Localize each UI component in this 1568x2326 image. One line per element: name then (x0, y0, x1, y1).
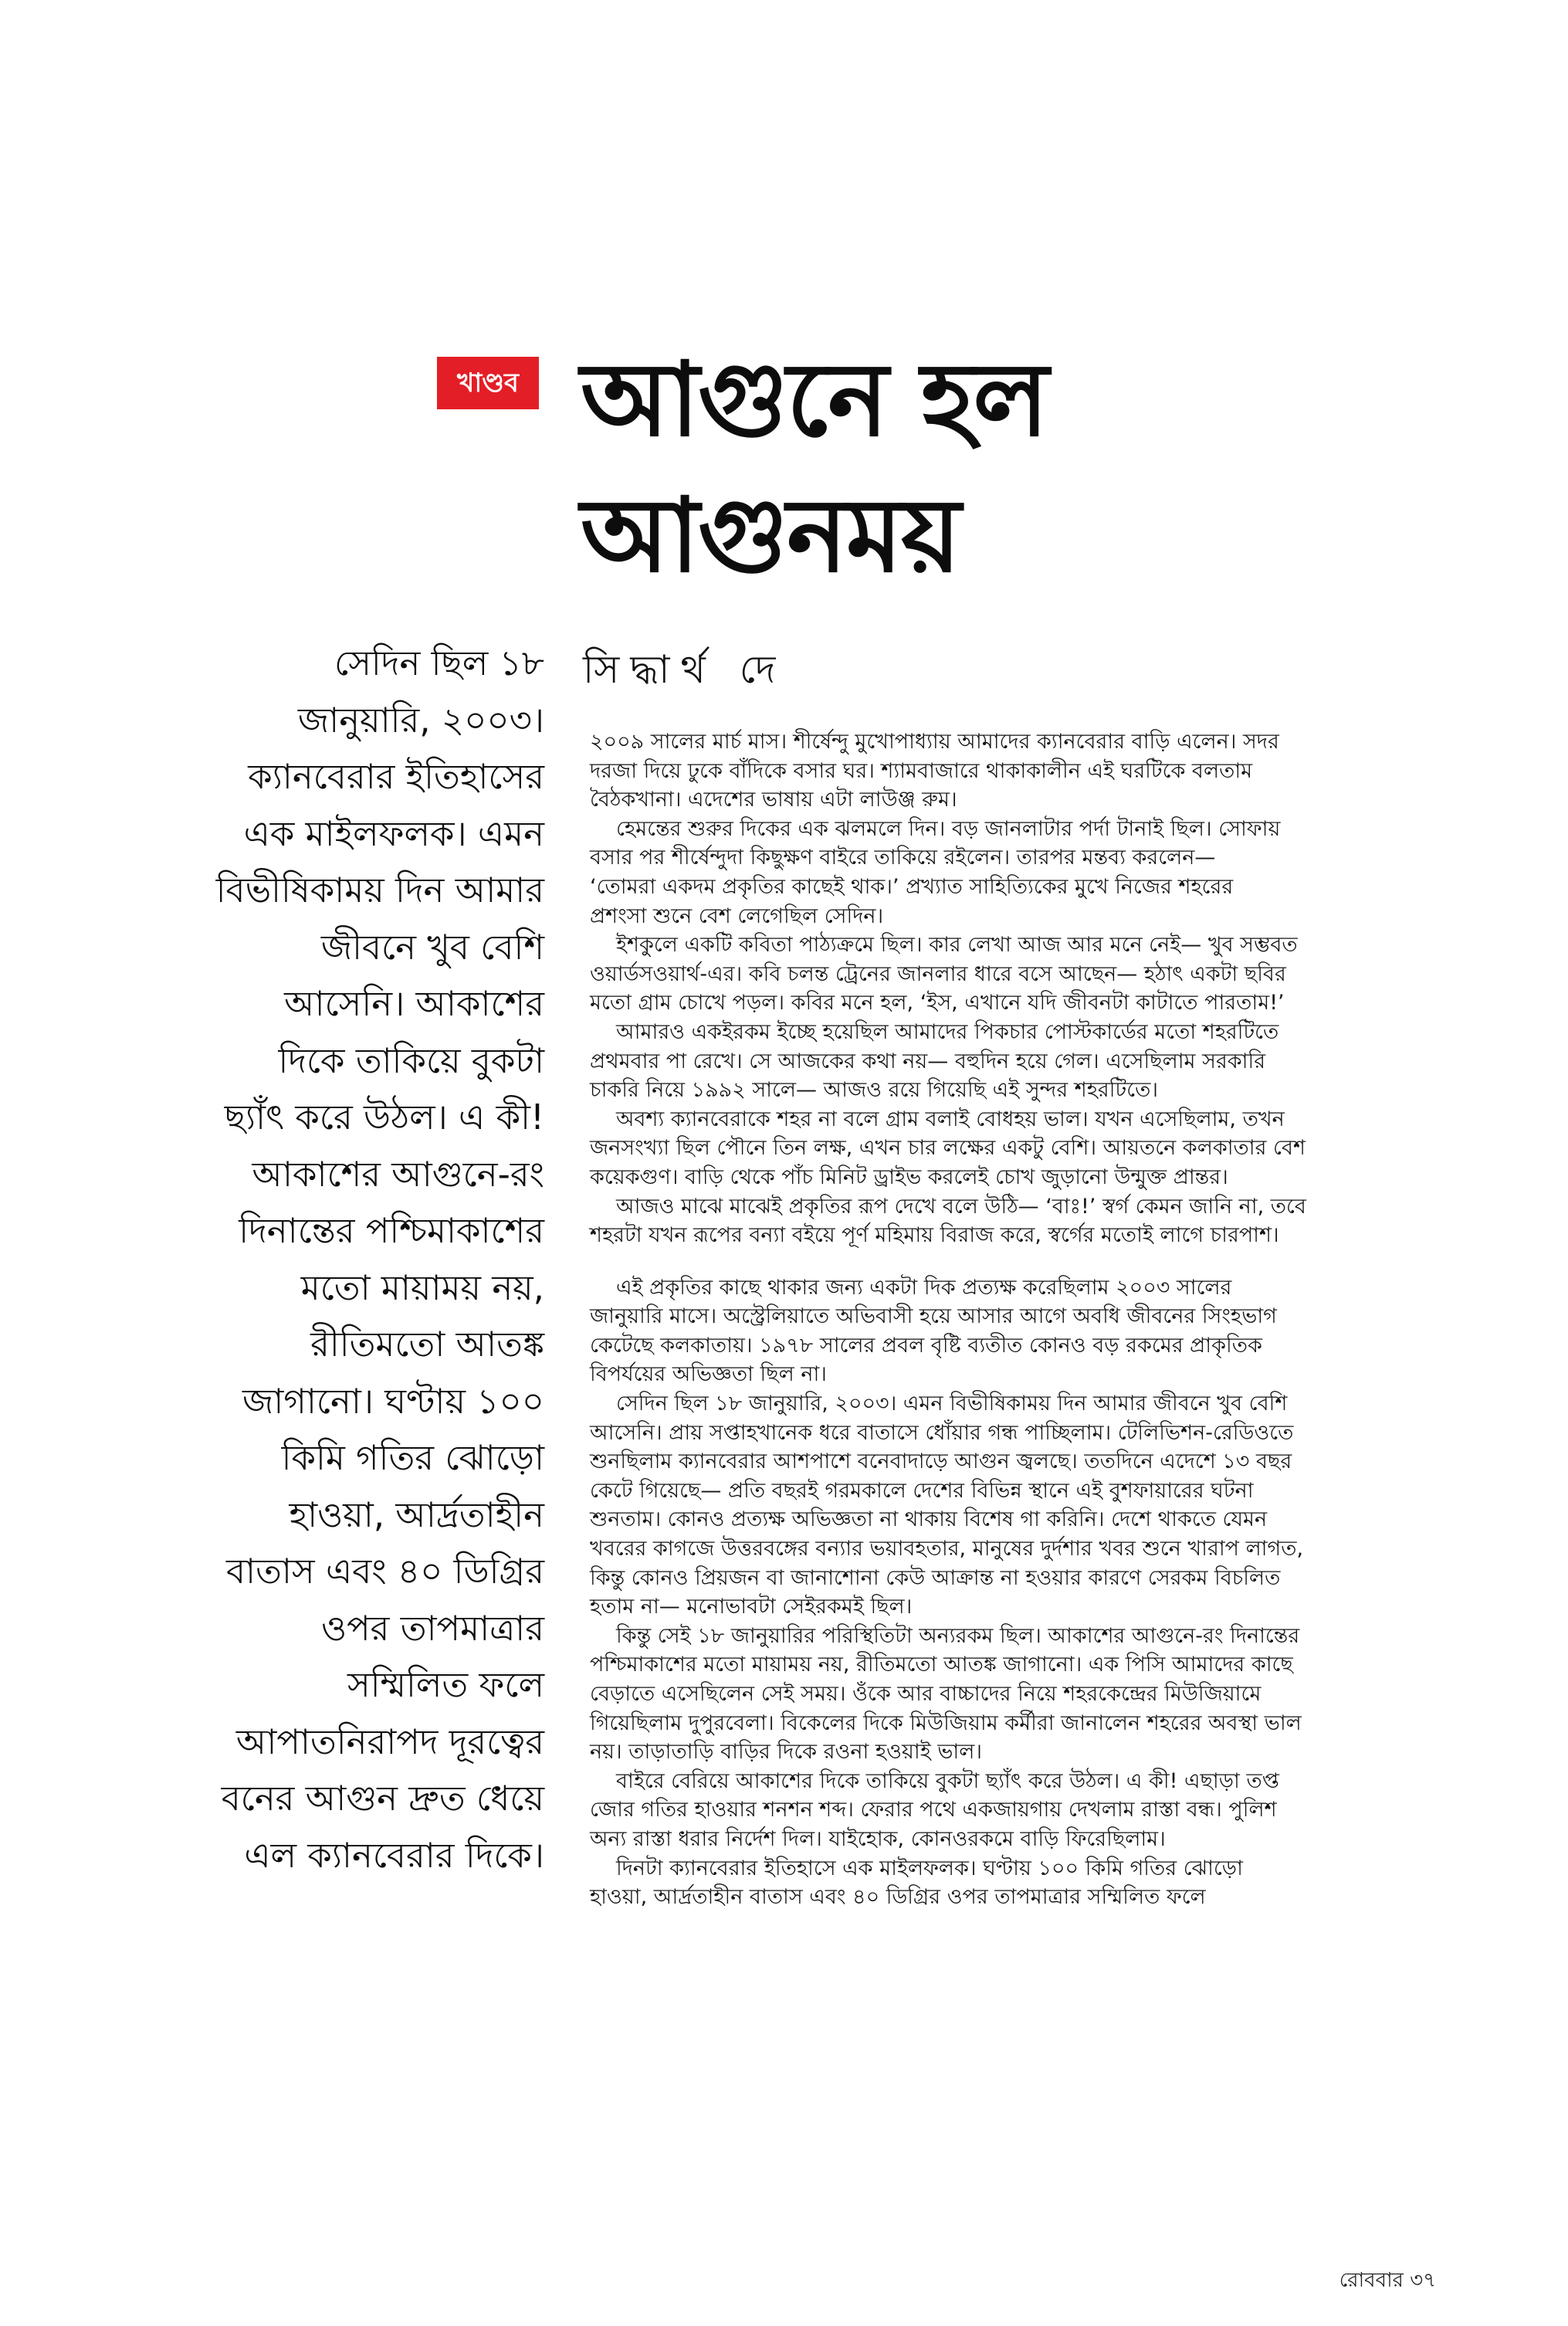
body-line: সেদিন ছিল ১৮ জানুয়ারি, ২০০৩। এমন বিভীষিকাময় দিন আমার জীবনে খুব বেশি (616, 1392, 1288, 1416)
pull-quote-line: ছ্যাঁৎ করে উঠল। এ কী! (224, 1097, 544, 1138)
pull-quote-line: বনের আগুন দ্রুত ধেয়ে (221, 1778, 544, 1819)
body-line: আমারও একইরকম ইচ্ছে হয়েছিল আমাদের পিকচার পোস্টকার্ডের মতো শহরটিতে (616, 1019, 1279, 1044)
body-line: ২০০৯ সালের মার্চ মাস। শীর্ষেন্দু মুখোপাধ্যায় আমাদের ক্যানবেরার বাড়ি এলেন। সদর (590, 730, 1279, 754)
body-paragraph (590, 1105, 1424, 1192)
body-line: বাইরে বেরিয়ে আকাশের দিকে তাকিয়ে বুকটা ছ্যাঁৎ করে উঠল। এ কী! এছাড়া তপ্ত (616, 1768, 1279, 1793)
body-line: আজও মাঝে মাঝেই প্রকৃতির রূপ দেখে বলে উঠি— ‘বাঃ!’ স্বর্গ কেমন জানি না, তবে (616, 1194, 1306, 1219)
article-body (590, 727, 1424, 1912)
body-line: শুনছিলাম ক্যানবেরার আশপাশে বনেবাদাড়ে আগুন জ্বলছে। ততদিনে এদেশে ১৩ বছর (590, 1450, 1292, 1474)
body-line: হাওয়া, আর্দ্রতাহীন বাতাস এবং ৪০ ডিগ্রির ওপর তাপমাত্রার সম্মিলিত ফলে (590, 1885, 1206, 1910)
pull-quote-line: এক মাইলফলক। এমন (243, 812, 544, 854)
pull-quote-line: হাওয়া, আর্দ্রতাহীন (289, 1494, 544, 1535)
body-paragraph (590, 1273, 1424, 1389)
pull-quote-line: আপাতনিরাপদ দূরত্বের (235, 1721, 544, 1762)
body-paragraph (590, 1018, 1424, 1105)
body-paragraph (590, 1854, 1424, 1912)
body-line: শুনতাম। কোনও প্রত্যক্ষ অভিজ্ঞতা না থাকায় বিশেষ গা করিনি। দেশে থাকতে যেমন (590, 1507, 1268, 1532)
body-paragraph (590, 815, 1424, 931)
pull-quote-line: আকাশের আগুনে-রং (252, 1153, 544, 1195)
headline-line-1: আগুনে হল (581, 341, 1048, 459)
pull-quote-line: দিনান্তের পশ্চিমাকাশের (239, 1210, 544, 1251)
pull-quote-line: ওপর তাপমাত্রার (321, 1607, 544, 1649)
body-line: কিন্তু সেই ১৮ জানুয়ারির পরিস্থিতিটা অন্যরকম ছিল। আকাশের আগুনে-রং দিনান্তের (616, 1623, 1300, 1648)
pull-quote-line: ক্যানবেরার ইতিহাসের (248, 756, 544, 797)
pull-quote-line: দিকে তাকিয়ে বুকটা (278, 1039, 544, 1081)
pull-quote-line: কিমি গতির ঝোড়ো (281, 1437, 544, 1478)
section-tag: খাণ্ডব (437, 357, 539, 409)
body-line: গিয়েছিলাম দুপুরবেলা। বিকেলের দিকে মিউজিয়াম কর্মীরা জানালেন শহরের অবস্থা ভাল (590, 1711, 1302, 1735)
pull-quote-line: রীতিমতো আতঙ্ক (310, 1324, 544, 1365)
body-line: বৈঠকখানা। এদেশের ভাষায় এটা লাউঞ্জ রুম। (590, 788, 957, 812)
pull-quote-line: জাগানো। ঘণ্টায় ১০০ (242, 1380, 544, 1422)
body-line: বিপর্যয়ের অভিজ্ঞতা ছিল না। (590, 1362, 827, 1387)
pull-quote-line: জীবনে খুব বেশি (320, 926, 544, 968)
page-folio: রোববার ৩৭ (1339, 2269, 1436, 2292)
body-line: নয়। তাড়াতাড়ি বাড়ির দিকে রওনা হওয়াই ভাল। (590, 1740, 983, 1765)
body-line: জোর গতির হাওয়ার শনশন শব্দ। ফেরার পথে একজায়গায় দেখলাম রাস্তা বন্ধ। পুলিশ (590, 1798, 1277, 1822)
headline-line-2: আগুনময় (581, 476, 960, 595)
body-line: হতাম না— মনোভাবটা সেইরকমই ছিল। (590, 1595, 913, 1619)
body-line: জনসংখ্যা ছিল পৌনে তিন লক্ষ, এখন চার লক্ষের একটু বেশি। আয়তনে কলকাতার বেশ (590, 1136, 1306, 1161)
pull-quote-line: সম্মিলিত ফলে (347, 1664, 544, 1705)
body-line: বসার পর শীর্ষেন্দুদা কিছুক্ষণ বাইরে তাকিয়ে রইলেন। তারপর মন্তব্য করলেন— (590, 846, 1216, 870)
body-line: কেটে গিয়েছে— প্রতি বছরই গরমকালে দেশের বিভিন্ন স্থানে এই বুশফায়ারের ঘটনা (590, 1478, 1254, 1503)
pull-quote (154, 635, 544, 1884)
pull-quote-line: বিভীষিকাময় দিন আমার (215, 870, 544, 910)
body-paragraph (590, 1389, 1424, 1622)
body-line: ইশকুলে একটি কবিতা পাঠ্যক্রমে ছিল। কার লেখা আজ আর মনে নেই— খুব সম্ভবত (616, 933, 1298, 958)
body-line: প্রশংসা শুনে বেশ লেগেছিল সেদিন। (590, 904, 884, 928)
body-line: কেটেছে কলকাতায়। ১৯৭৮ সালের প্রবল বৃষ্টি ব্যতীত কোনও বড় রকমের প্রাকৃতিক (590, 1333, 1262, 1358)
body-line: কিন্তু কোনও প্রিয়জন বা জানাশোনা কেউ আক্রান্ত না হওয়ার কারণে সেরকম বিচলিত (590, 1565, 1281, 1590)
body-line: খবরের কাগজে উত্তরবঙ্গের বন্যার ভয়াবহতার, মানুষের দুর্দশার খবর শুনে খারাপ লাগত, (590, 1537, 1304, 1561)
body-line: মতো গ্রাম চোখে পড়ল। কবির মনে হল, ‘ইস, এখানে যদি জীবনটা কাটাতে পারতাম!’ (590, 991, 1285, 1016)
body-line: পশ্চিমাকাশের মতো মায়াময় নয়, রীতিমতো আতঙ্ক জাগানো। এক পিসি আমাদের কাছে (590, 1653, 1293, 1677)
pull-quote-line: বাতাস এবং ৪০ ডিগ্রির (226, 1551, 544, 1592)
body-paragraph (590, 727, 1424, 815)
body-line: ‘তোমরা একদম প্রকৃতির কাছেই থাক।’ প্রখ্যাত সাহিত্যিকের মুখে নিজের শহরের (590, 874, 1234, 899)
pull-quote-line: জানুয়ারি, ২০০৩। (297, 699, 544, 741)
body-line: এই প্রকৃতির কাছে থাকার জন্য একটা দিক প্রত্যক্ষ করেছিলাম ২০০৩ সালের (616, 1275, 1232, 1300)
body-line: বেড়াতে এসেছিলেন সেই সময়। ওঁকে আর বাচ্চাদের নিয়ে শহরকেন্দ্রের মিউজিয়ামে (590, 1682, 1262, 1706)
body-paragraph (590, 1767, 1424, 1854)
body-line: প্রথমবার পা রেখে। সে আজকের কথা নয়— বহুদিন হয়ে গেল। এসেছিলাম সরকারি (590, 1049, 1266, 1073)
body-line: অবশ্য ক্যানবেরাকে শহর না বলে গ্রাম বলাই বোধহয় ভাল। যখন এসেছিলাম, তখন (616, 1107, 1285, 1131)
pull-quote-line: সেদিন ছিল ১৮ (334, 643, 544, 683)
body-line: দিনটা ক্যানবেরার ইতিহাসে এক মাইলফলক। ঘণ্টায় ১০০ কিমি গতির ঝোড়ো (616, 1856, 1243, 1880)
body-line: জানুয়ারি মাসে। অস্ট্রেলিয়াতে অভিবাসী হয়ে আসার আগে অবধি জীবনের সিংহভাগ (590, 1304, 1277, 1329)
pull-quote-line: এল ক্যানবেরার দিকে। (244, 1834, 544, 1876)
author-byline: সিদ্ধার্থ দে (583, 647, 787, 692)
headline (581, 332, 1507, 604)
body-line: চাকরি নিয়ে ১৯৯২ সালে— আজও রয়ে গিয়েছি এই সুন্দর শহরটিতে। (590, 1078, 1158, 1103)
body-paragraph (590, 931, 1424, 1018)
pull-quote-line: মতো মায়াময় নয়, (300, 1266, 544, 1308)
pull-quote-line: আসেনি। আকাশের (284, 983, 544, 1024)
body-line: ওয়ার্ডসওয়ার্থ-এর। কবি চলন্ত ট্রেনের জানলার ধারে বসে আছেন— হঠাৎ একটা ছবির (590, 961, 1286, 986)
body-line: হেমন্তের শুরুর দিকের এক ঝলমলে দিন। বড় জানলাটার পর্দা টানাই ছিল। সোফায় (616, 816, 1281, 841)
body-line: শহরটা যখন রূপের বন্যা বইয়ে পূর্ণ মহিমায় বিরাজ করে, স্বর্গের মতোই লাগে চারপাশ। (590, 1223, 1279, 1248)
body-paragraph (590, 1192, 1424, 1250)
body-line: অন্য রাস্তা ধরার নির্দেশ দিল। যাইহোক, কোনওরকমে বাড়ি ফিরেছিলাম। (590, 1826, 1166, 1851)
body-line: আসেনি। প্রায় সপ্তাহখানেক ধরে বাতাসে ধোঁয়ার গন্ধ পাচ্ছিলাম। টেলিভিশন-রেডিওতে (590, 1420, 1294, 1445)
section-gap (590, 1250, 1424, 1273)
body-line: কয়েকগুণ। বাড়ি থেকে পাঁচ মিনিট ড্রাইভ করলেই চোখ জুড়ানো উন্মুক্ত প্রান্তর। (590, 1165, 1228, 1189)
body-line: দরজা দিয়ে ঢুকে বাঁদিকে বসার ঘর। শ্যামবাজারে থাকাকালীন এই ঘরটিকে বলতাম (590, 758, 1253, 783)
body-paragraph (590, 1622, 1424, 1767)
